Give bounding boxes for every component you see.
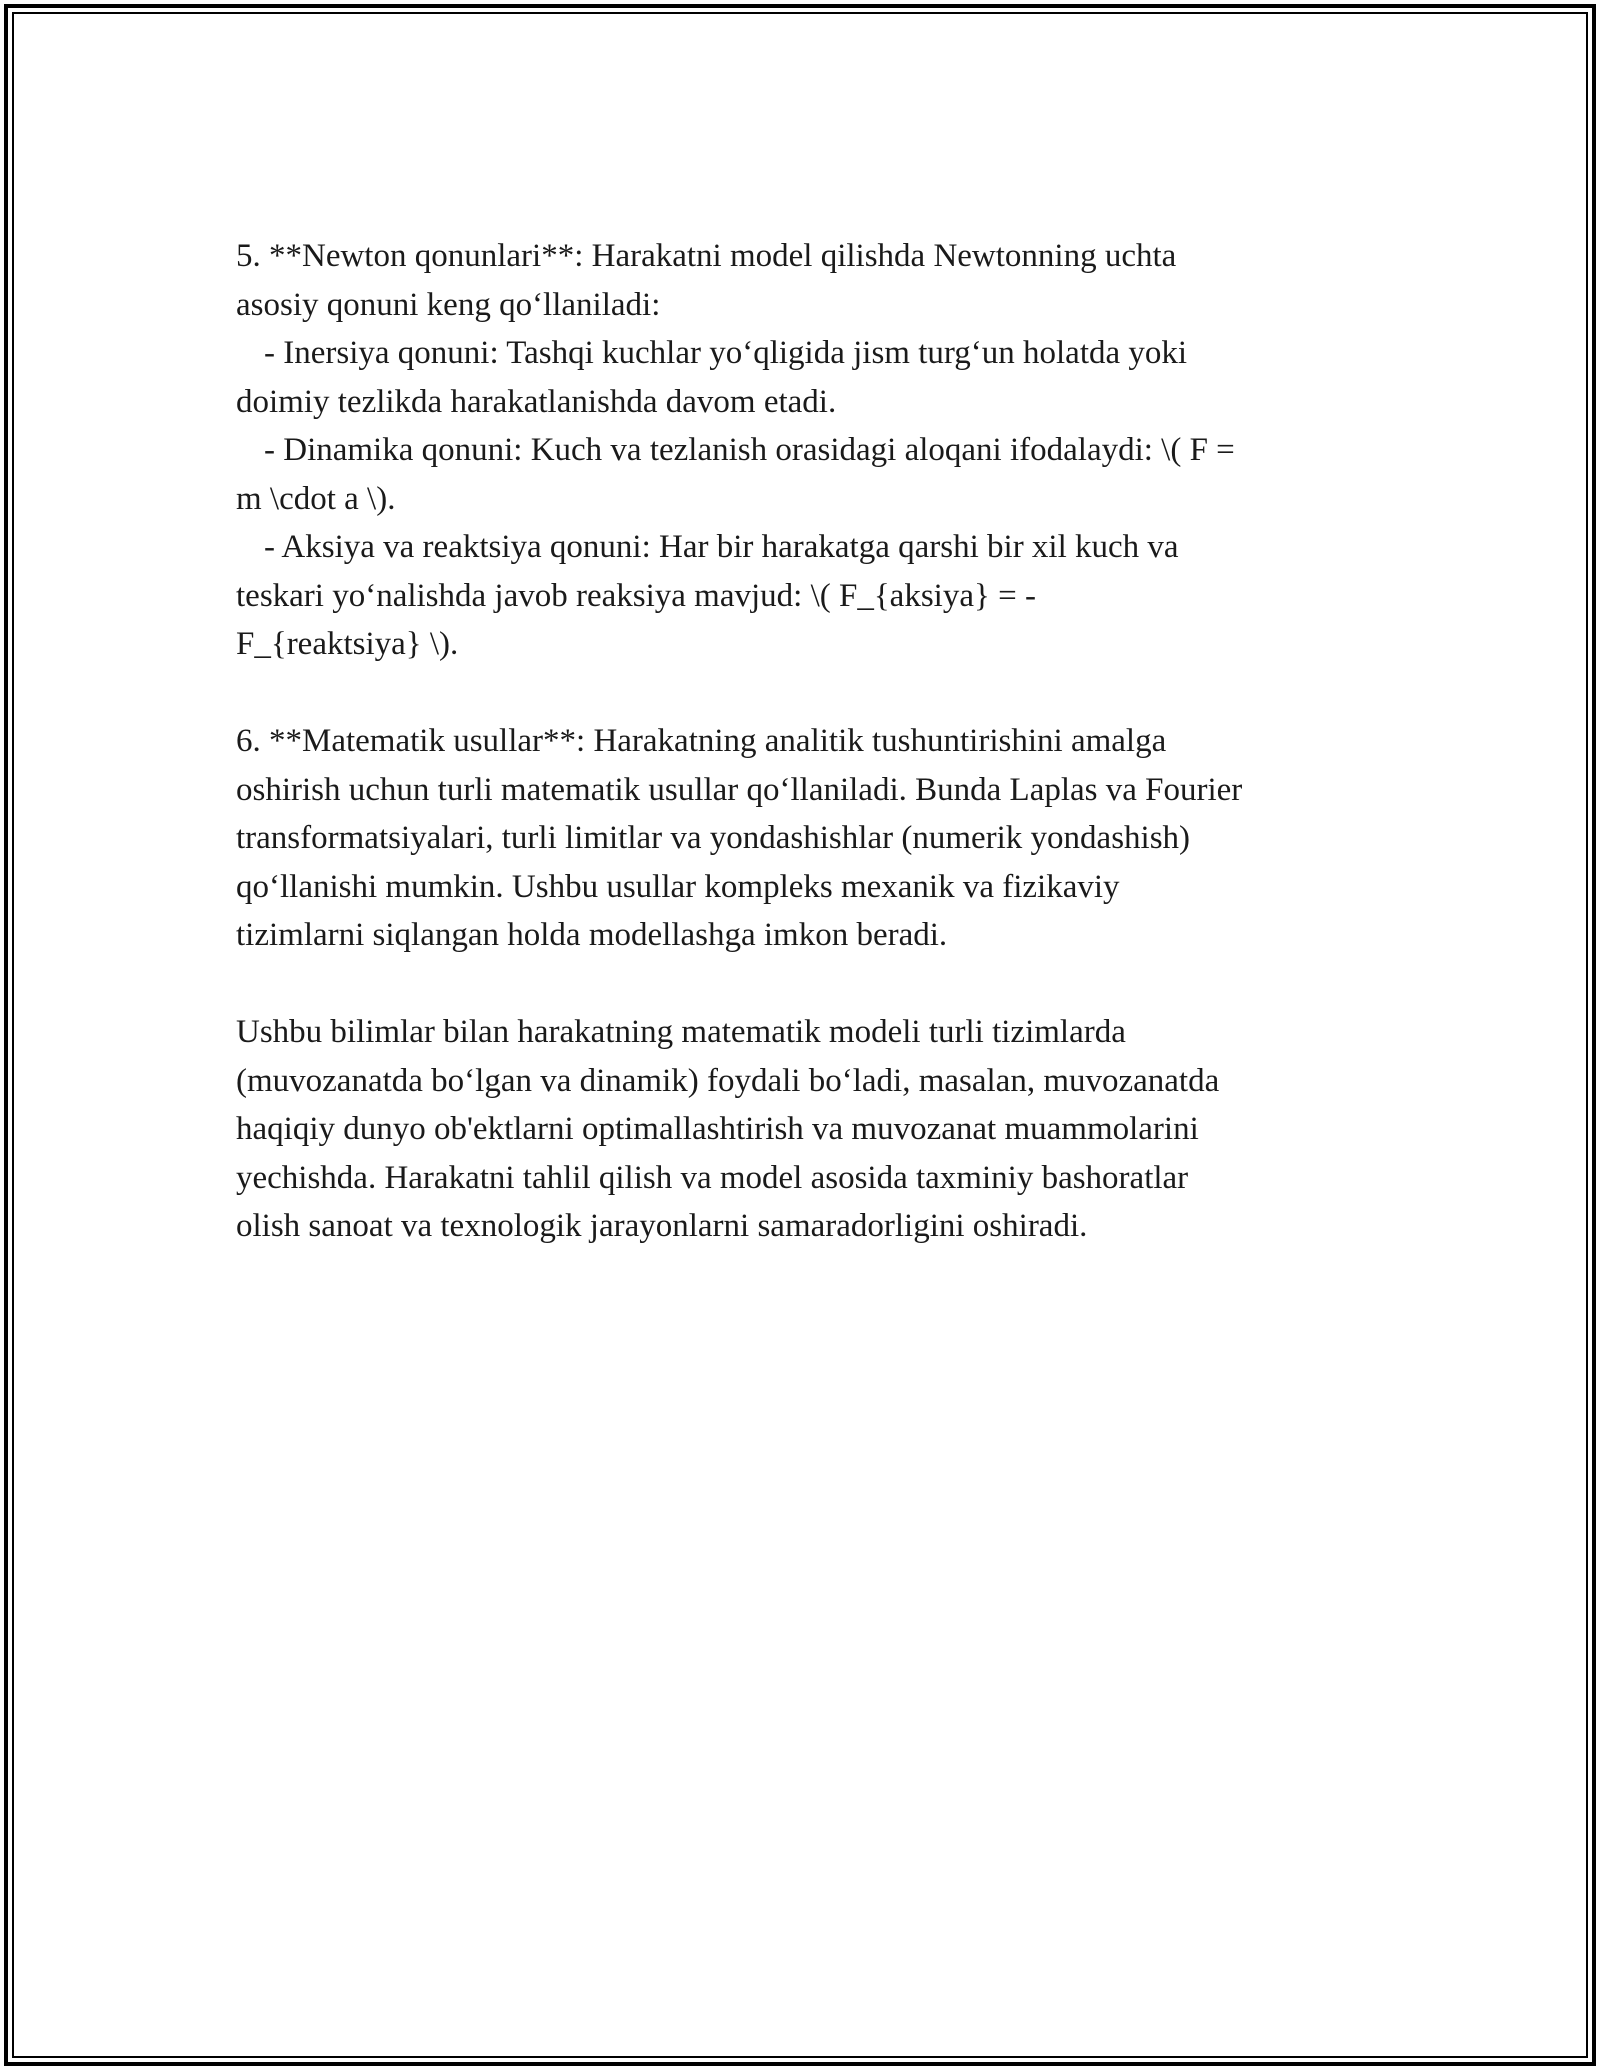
text-line: transformatsiyalari, turli limitlar va yondashishlar (numerik yondashish) (236, 820, 1191, 856)
text-line: haqiqiy dunyo ob'ektlarni optimallashtirish va muvozanat muammolarini (236, 1111, 1199, 1147)
text-line: doimiy tezlikda harakatlanishda davom etadi. (236, 383, 837, 420)
text-line: m \cdot a \). (236, 480, 396, 517)
text-line: F_{reaktsiya} \). (236, 626, 459, 662)
text-line: olish sanoat va texnologik jarayonlarni samaradorligini oshiradi. (236, 1208, 1088, 1244)
text-line: 5. **Newton qonunlari**: Harakatni model qilishda Newtonning uchta (236, 238, 1177, 274)
document-body (236, 232, 1376, 1251)
text-line: 6. **Matematik usullar**: Harakatning analitik tushuntirishini amalga (236, 723, 1167, 759)
text-line: (muvozanatda bo‘lgan va dinamik) foydali bo‘ladi, masalan, muvozanatda (236, 1062, 1220, 1099)
text-line: Ushbu bilimlar bilan harakatning matematik modeli turli tizimlarda (236, 1014, 1126, 1050)
paragraph-newton-laws (236, 232, 1376, 669)
text-line: qo‘llanishi mumkin. Ushbu usullar kompleks mexanik va fizikaviy (236, 868, 1120, 905)
paragraph-gap (236, 669, 1376, 718)
paragraph-math-methods (236, 717, 1376, 960)
text-line: oshirish uchun turli matematik usullar qo‘llaniladi. Bunda Laplas va Fourier (236, 771, 1243, 808)
text-line: teskari yo‘nalishda javob reaksiya mavjud: \( F_{aksiya} = - (236, 577, 1036, 614)
text-line: yechishda. Harakatni tahlil qilish va model asosida taxminiy bashoratlar (236, 1159, 1189, 1196)
paragraph-gap (236, 960, 1376, 1009)
text-line: - Aksiya va reaktsiya qonuni: Har bir harakatga qarshi bir xil kuch va (264, 529, 1179, 565)
text-line: - Inersiya qonuni: Tashqi kuchlar yo‘qligida jism turg‘un holatda yoki (264, 335, 1188, 371)
text-line: asosiy qonuni keng qo‘llaniladi: (236, 286, 661, 323)
text-line: - Dinamika qonuni: Kuch va tezlanish orasidagi aloqani ifodalaydi: \( F = (264, 432, 1235, 468)
paragraph-conclusion (236, 1008, 1376, 1251)
text-line: tizimlarni siqlangan holda modellashga imkon beradi. (236, 917, 948, 953)
